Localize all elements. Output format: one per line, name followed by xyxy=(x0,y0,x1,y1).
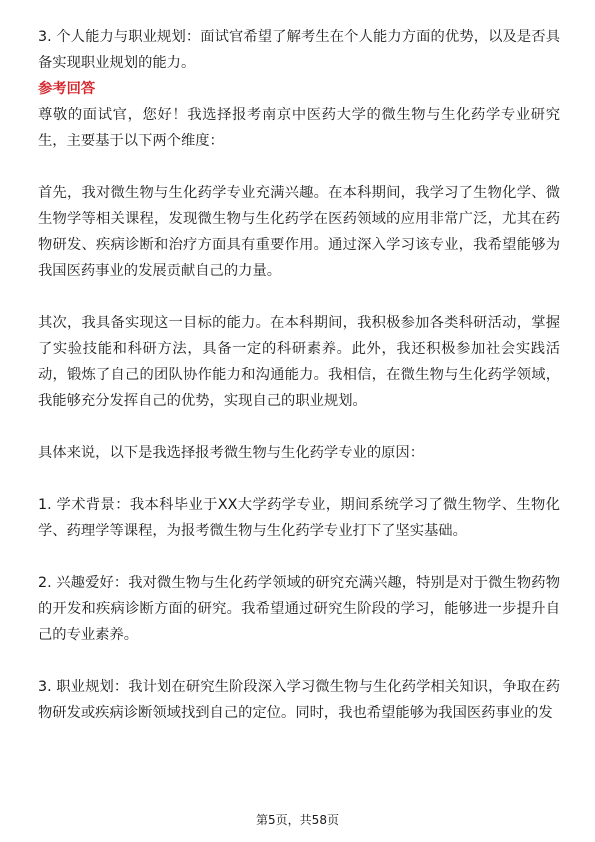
paragraph-gap xyxy=(38,284,560,310)
paragraph-gap xyxy=(38,466,560,492)
first-reason-paragraph: 首先，我对微生物与生化药学专业充满兴趣。在本科期间，我学习了生物化学、微生物学等相关课程，发现微生物与生化药学在医药领域的应用非常广泛，尤其在药物研发、疾病诊断和治疗方面具有重要作用。通过深入学习该专业，我希望能够为我国医药事业的发展贡献自己的力量。 xyxy=(38,185,560,279)
point-1-paragraph: 1. 学术背景：我本科毕业于XX大学药学专业，期间系统学习了微生物学、生物化学、药理学等课程，为报考微生物与生化药学专业打下了坚实基础。 xyxy=(38,497,560,539)
paragraph-gap xyxy=(38,648,560,674)
paragraph-gap xyxy=(38,154,560,180)
document-body xyxy=(38,24,560,726)
page-number-footer: 第5页，共58页 xyxy=(256,813,339,827)
intro-item: 3. 个人能力与职业规划：面试官希望了解考生在个人能力方面的优势，以及是否具备实现职业规划的能力。 xyxy=(38,29,560,71)
reference-answer-heading: 参考回答 xyxy=(38,81,96,97)
point-2-paragraph: 2. 兴趣爱好：我对微生物与生化药学领域的研究充满兴趣，特别是对于微生物药物的开发和疾病诊断方面的研究。我希望通过研究生阶段的学习，能够进一步提升自己的专业素养。 xyxy=(38,575,560,643)
paragraph-gap xyxy=(38,544,560,570)
greeting-paragraph: 尊敬的面试官，您好！我选择报考南京中医药大学的微生物与生化药学专业研究生，主要基于以下两个维度： xyxy=(38,107,560,149)
paragraph-gap xyxy=(38,414,560,440)
second-reason-paragraph: 其次，我具备实现这一目标的能力。在本科期间，我积极参加各类科研活动，掌握了实验技能和科研方法，具备一定的科研素养。此外，我还积极参加社会实践活动，锻炼了自己的团队协作能力和沟通能力。我相信，在微生物与生化药学领域，我能够充分发挥自己的优势，实现自己的职业规划。 xyxy=(38,315,560,409)
specifics-intro-paragraph: 具体来说，以下是我选择报考微生物与生化药学专业的原因： xyxy=(38,445,425,461)
point-3-paragraph: 3. 职业规划：我计划在研究生阶段深入学习微生物与生化药学相关知识，争取在药物研发或疾病诊断领域找到自己的定位。同时，我也希望能够为我国医药事业的发 xyxy=(38,679,560,721)
